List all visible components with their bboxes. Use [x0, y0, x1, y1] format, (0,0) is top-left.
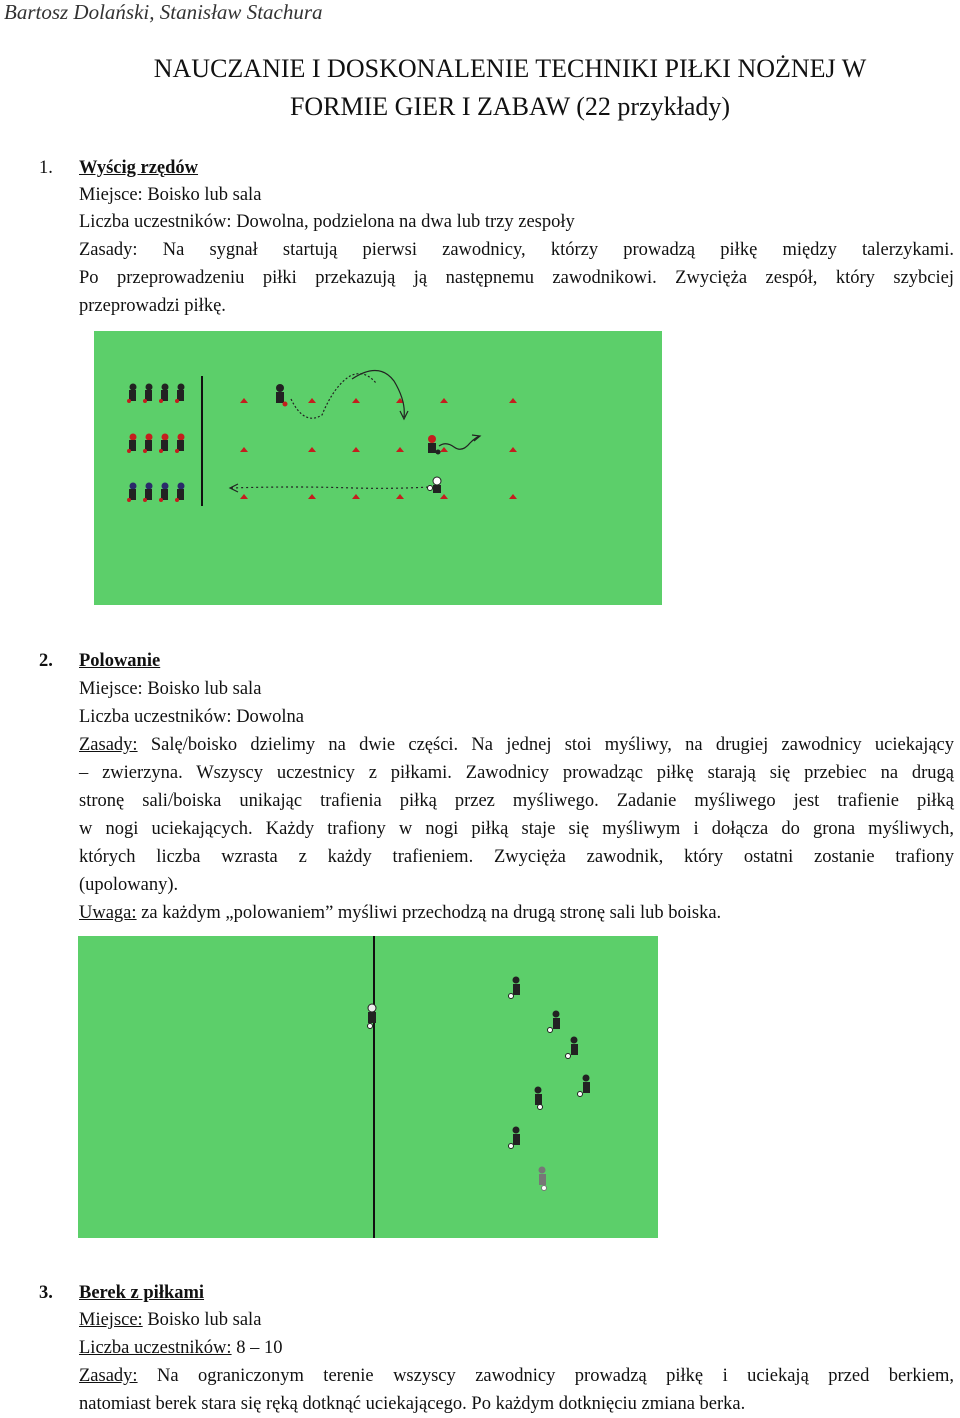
document-title — [60, 50, 960, 126]
participants-value: 8 – 10 — [231, 1338, 283, 1358]
participants-label: Liczba uczestników: — [79, 707, 232, 727]
exercise-number: 1. — [39, 158, 53, 178]
rules-text: stronę sali/boiska unikając trafienia piłką przez myśliwego. Zadanie myśliwego jest trafienie piłką — [79, 791, 954, 811]
place-value: Boisko lub sala — [142, 1310, 262, 1330]
note-value: za każdym „polowaniem” myśliwi przechodzą na drugą stronę sali lub boiska. — [136, 903, 722, 923]
exercise-title: Berek z piłkami — [79, 1283, 205, 1303]
exercise-title: Polowanie — [79, 651, 161, 671]
rules-text: Na ograniczonym terenie wszyscy zawodnicy prowadzą piłkę i uciekają przed berkiem, — [137, 1366, 954, 1386]
rules-text: w nogi uciekających. Każdy trafiony w nogi piłką staje się myśliwym i dołącza do grona myśliwych, — [79, 819, 954, 839]
rules-label: Zasady: — [79, 735, 138, 755]
rules-text: Salę/boisko dzielimy na dwie części. Na jednej stoi myśliwy, na drugiej zawodnicy uciekający — [137, 735, 954, 755]
place-label: Miejsce: — [79, 1310, 143, 1330]
exercise-number: 3. — [39, 1283, 53, 1303]
exercise-title: Wyścig rzędów — [79, 158, 199, 178]
exercise-number: 2. — [39, 651, 53, 671]
place-value: Boisko lub sala — [142, 185, 262, 205]
rules-text: natomiast berek stara się ręką dotknąć uciekającego. Po każdym dotknięciu zmiana berka. — [79, 1394, 746, 1414]
participants-label: Liczba uczestników: — [79, 1338, 232, 1358]
participants-value: Dowolna, podzielona na dwa lub trzy zespoły — [231, 212, 575, 232]
title-line-1: NAUCZANIE I DOSKONALENIE TECHNIKI PIŁKI NOŻNEJ W — [153, 54, 867, 83]
place-label: Miejsce: — [79, 185, 143, 205]
exercise-2-diagram — [78, 936, 658, 1238]
note-label: Uwaga: — [79, 903, 137, 923]
place-value: Boisko lub sala — [142, 679, 262, 699]
rules-text: przeprowadzi piłkę. — [79, 296, 226, 316]
pitch — [78, 936, 658, 1238]
rules-label: Zasady: — [79, 240, 138, 260]
rules-text: Po przeprowadzeniu piłki przekazują ją następnemu zawodnikowi. Zwycięża zespół, który szybciej — [79, 268, 954, 288]
exercise-1-diagram — [94, 331, 662, 605]
rules-text: – zwierzyna. Wszyscy uczestnicy z piłkami. Zawodnicy prowadząc piłkę starają się przebiec na drugą — [79, 763, 954, 783]
pitch — [94, 331, 662, 605]
place-label: Miejsce: — [79, 679, 143, 699]
rules-label: Zasady: — [79, 1366, 138, 1386]
page-header-author: Bartosz Dolański, Stanisław Stachura — [4, 0, 323, 24]
title-line-2: FORMIE GIER I ZABAW (22 przykłady) — [289, 92, 731, 121]
participants-label: Liczba uczestników: — [79, 212, 232, 232]
rules-text: których liczba wzrasta z każdy trafieniem. Zwycięża zawodnik, który ostatni zostanie trafiony — [79, 847, 954, 867]
rules-text: Na sygnał startują pierwsi zawodnicy, którzy prowadzą piłkę między talerzykami. — [137, 240, 954, 260]
participants-value: Dowolna — [231, 707, 305, 727]
rules-text: (upolowany). — [79, 875, 179, 895]
